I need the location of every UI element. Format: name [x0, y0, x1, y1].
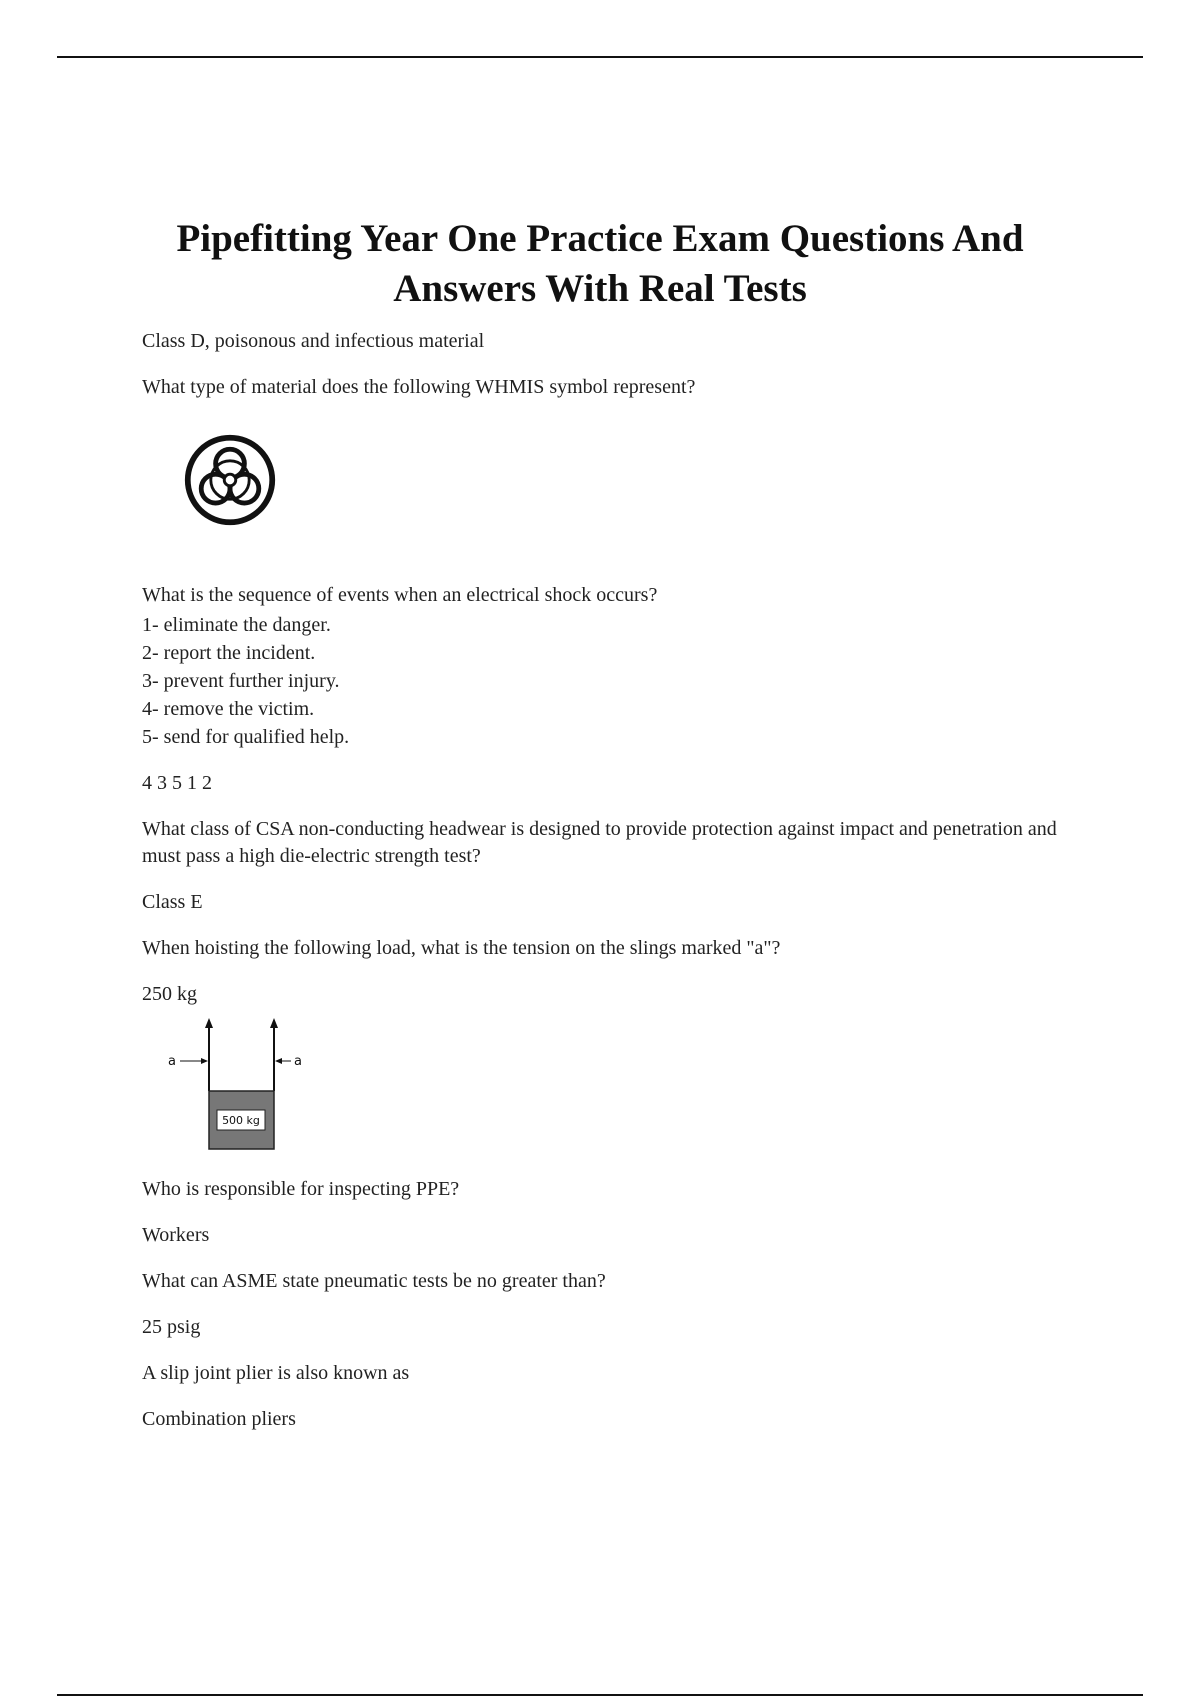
question-3: What class of CSA non-conducting headwear is designed to provide protection against impact and penetration and must pass a high die-electric strength test?	[142, 818, 1057, 867]
answer-4: 250 kg	[142, 983, 197, 1005]
bottom-rule	[57, 1694, 1143, 1696]
answer-2: 4 3 5 1 2	[142, 772, 212, 794]
answer-7: Combination pliers	[142, 1408, 296, 1430]
sling-label: a	[294, 1054, 302, 1069]
answer-6: 25 psig	[142, 1316, 201, 1338]
question-5: Who is responsible for inspecting PPE?	[142, 1178, 460, 1200]
question-1: What type of material does the following WHMIS symbol represent?	[142, 376, 696, 398]
question-7: A slip joint plier is also known as	[142, 1362, 410, 1384]
question-4: When hoisting the following load, what is the tension on the slings marked "a"?	[142, 937, 781, 959]
list-item: 3- prevent further injury.	[142, 670, 340, 692]
up-arrow-icon	[270, 1018, 278, 1028]
title-line-1: Pipefitting Year One Practice Exam Questions And	[176, 217, 1024, 260]
qa-content	[142, 328, 1072, 1452]
load-label: 500 kg	[222, 1114, 260, 1127]
sling-label: a	[168, 1054, 176, 1069]
answer-5: Workers	[142, 1224, 210, 1246]
question-6: What can ASME state pneumatic tests be no greater than?	[142, 1270, 606, 1292]
sling-load-diagram	[154, 1016, 304, 1156]
answer-1: Class D, poisonous and infectious material	[142, 330, 485, 352]
list-item: 2- report the incident.	[142, 642, 316, 664]
top-rule	[57, 56, 1143, 58]
up-arrow-icon	[205, 1018, 213, 1028]
list-item: 4- remove the victim.	[142, 698, 315, 720]
title-line-2: Answers With Real Tests	[393, 267, 807, 310]
list-item: 5- send for qualified help.	[142, 726, 350, 748]
biohazard-symbol-icon	[182, 432, 278, 528]
answer-3: Class E	[142, 891, 203, 913]
page-title	[120, 214, 1080, 314]
list-item: 1- eliminate the danger.	[142, 614, 331, 636]
question-2: What is the sequence of events when an electrical shock occurs?	[142, 584, 658, 606]
shock-steps-list	[142, 611, 1072, 751]
